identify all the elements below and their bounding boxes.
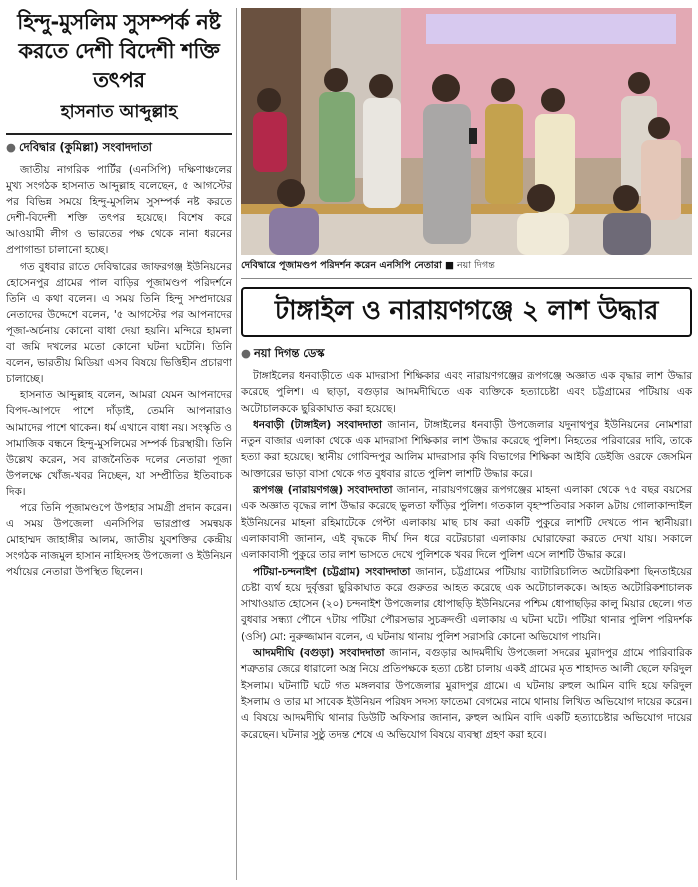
section-text: জানান, টাঙ্গাইলের ধনবাড়ী উপজেলার যদুনাথপুর ইউনিয়নের নোমশারা নতুন বাজার এলাকা থেকে এক মাদরাসা শিক্ষিকার লাশ উদ্ধার করেছে পুলিশ। নিহতের পরিবারের দাবি, তাকে হত্যা করা হয়েছে। স্থানীয় গোবিন্দপুর আলিম মাদরাসার কৃষি বিভাগের শিক্ষিকা আইবি ডেইজি ওরফে জেসমিন আক্তারের ভাড়া বাসা থেকে গত বুধবার রাতে পুলিশ লাশটি উদ্ধার করে। bbox=[241, 418, 692, 480]
section-lead: রূপগঞ্জ (নারায়ণগঞ্জ) সংবাদদাতা bbox=[253, 484, 393, 497]
right-article-headline: টাঙ্গাইল ও নারায়ণগঞ্জে ২ লাশ উদ্ধার bbox=[274, 296, 659, 326]
left-article-dateline-text: দেবিদ্বার (কুমিল্লা) সংবাদদাতা bbox=[18, 140, 152, 154]
right-article-desk bbox=[241, 345, 692, 364]
left-article-paragraph-3: হাসনাত আব্দুল্লাহ বলেন, আমরা যেমন আপনাদের বিপদ-আপদে পাশে দাঁড়াই, তেমনি আপনারাও আমাদের পাশে থাকেন। ধর্ম এখানে বাধা নয়। সংস্কৃতি ও সামাজিক বন্ধনে হিন্দু-মুসলিমের সম্পর্ক চিরস্থায়ী। তিনি উল্লেখ করেন, সব রাজনৈতিক দলের নেতারা পূজা উপলক্ষে খোঁজ-খবর নিচ্ছেন, যা সম্প্রীতির ইতিবাচক দিক। bbox=[6, 389, 232, 498]
bullet-icon: ● bbox=[6, 140, 16, 154]
section-lead: ধনবাড়ী (টাঙ্গাইল) সংবাদদাতা bbox=[253, 418, 382, 431]
right-column bbox=[241, 8, 692, 743]
bullet-icon: ● bbox=[241, 346, 251, 360]
left-article-paragraph-1: জাতীয় নাগরিক পার্টির (এনসিপি) দক্ষিণাঞ্চলের মুখ্য সংগঠক হাসনাত আব্দুল্লাহ বলেছেন, ৫ আগস্টের পর বিভিন্ন সময়ে হিন্দু-মুসলিম সুসম্পর্ক নষ্ট করতে দেশী-বিদেশী শক্তি তৎপর হয়েছে। বিশেষ করে আওয়ামী লীগ ও ভারতের পক্ষ থেকে নানা ধরনের প্রপাগান্ডা চালানো হচ্ছে। bbox=[6, 164, 232, 257]
photo-caption-text: দেবিদ্বারে পূজামণ্ডপ পরিদর্শন করেন এনসিপি নেতারা bbox=[241, 260, 442, 271]
left-article-paragraph-2: গত বুধবার রাতে দেবিদ্বারের জাফরগঞ্জ ইউনিয়নের হোসেনপুর গ্রামের পাল বাড়ির পূজামণ্ডপ পরিদর্শনে তিনি এ কথা বলেন। এ সময় তিনি হিন্দু সম্প্রদায়ের নেতাদের উদ্দেশে বলেন, '৫ আগস্টের পর আপনাদের পূজা-অর্চনায় কোনো বাধা দেয়া হয়নি। মন্দিরে হামলা বা জমি দখলের মতো কোনো ঘটনা ঘটেনি। তিনি বলেন, ভারতীয় মিডিয়া এসব বিষয়ে ভিত্তিহীন প্রচারণা চালাচ্ছে। bbox=[6, 260, 232, 386]
left-article bbox=[6, 4, 232, 882]
caption-separator-icon: ■ bbox=[444, 260, 457, 271]
section-text: জানান, বগুড়ার আদমদীঘি উপজেলা সদরের মুরাদপুর গ্রামে পারিবারিক শত্রুতার জেরে ধারালো অস্ত্র নিয়ে প্রতিপক্ষকে হত্যা চেষ্টা চালায় একই গ্রামের মৃত শাহাদত আলী ছেলে ফরিদুল ইসলাম। ঘটনাটি ঘটে গত মঙ্গলবার উপজেলার মুরাদপুর গ্রামে। এ ঘটনায় রুহুল আমিন বাদি হয়ে ফরিদুল ইসলাম ও তার মা সাবেক ইউনিয়ন পরিষদ সদস্য ফাতেমা বেগমের নামে থানায় লিখিত অভিযোগ দায়ের করেন। এ বিষয়ে আদমদীঘি থানার ডিউটি অফিসার জানান, রুহুল আমিন বাদি একটি হত্যাচেষ্টার অভিযোগ দায়ের করেছেন। ঘটনার সুষ্ঠু তদন্ত শেষে এ অভিযোগ বিষয়ে ব্যবস্থা গ্রহণ করা হবে। bbox=[241, 647, 692, 741]
section-lead: পটিয়া-চন্দনাইশ (চট্টগ্রাম) সংবাদদাতা bbox=[253, 565, 411, 578]
photo-caption bbox=[241, 259, 692, 279]
left-article-byline: হাসনাত আব্দুল্লাহ bbox=[60, 102, 178, 122]
left-article-divider bbox=[6, 133, 232, 135]
right-article-section-4 bbox=[241, 645, 692, 743]
section-lead: আদমদীঘি (বগুড়া) সংবাদদাতা bbox=[253, 647, 385, 660]
photo-illustration bbox=[241, 8, 692, 255]
right-article-headline-banner bbox=[241, 287, 692, 337]
left-article-headline: হিন্দু-মুসলিম সুসম্পর্ক নষ্ট করতে দেশী বিদেশী শক্তি তৎপর bbox=[17, 10, 221, 92]
left-article-paragraph-4: পরে তিনি পূজামণ্ডপে উপহার সামগ্রী প্রদান করেন। এ সময় উপজেলা এনসিপির ভারপ্রাপ্ত সমন্বয়ক মোহাম্মদ জাহাঙ্গীর আলম, জাতীয় যুবশক্তির কেন্দ্রীয় সংগঠক নাজমুল হাসান নাহিদসহ উপজেলা ও ইউনিয়ন পর্যায়ের নেতারা উপস্থিত ছিলেন। bbox=[6, 501, 232, 579]
photo-credit: নয়া দিগন্ত bbox=[456, 260, 495, 271]
right-article-section-2 bbox=[241, 482, 692, 563]
section-text: জানান, চট্টগ্রামের পটিয়ায় ব্যাটারিচালিত অটোরিকশা ছিনতাইয়ের চেষ্টা ব্যর্থ হয়ে দুর্বৃত্তরা ছুরিকাঘাত করে গুরুতর আহত করেছে এক অটোচালককে। আহত অটোরিকশাচালক সাখাওয়াত হোসেন (২০) চন্দনাইশ উপজেলার ধোপাছড়ি ইউনিয়নের পশ্চিম ধোপাছড়ির কালু মিয়ার ছেলে। গত বুধবার সন্ধ্যা পৌনে ৭টায় পটিয়া পৌরসভার সুচক্রদণ্ডী এলাকায় এ ঘটনা ঘটে। পটিয়া থানার পুলিশ পরিদর্শক (ওসি) মো: নুরুজ্জামান বলেন, এ ঘটনায় থানায় পুলিশ সরাসরি কোনো অভিযোগ পায়নি। bbox=[241, 565, 692, 643]
right-article-section-1 bbox=[241, 417, 692, 482]
left-article-dateline bbox=[6, 139, 232, 158]
right-article-section-3 bbox=[241, 564, 692, 645]
column-divider bbox=[236, 8, 237, 880]
right-article-desk-text: নয়া দিগন্ত ডেস্ক bbox=[253, 346, 325, 360]
section-text: জানান, নারায়ণগঞ্জের রূপগঞ্জের মাহনা এলাকা থেকে ৭৫ বছর বয়সের এক অজ্ঞাত বৃদ্ধের লাশ উদ্ধার করেছে ভুলতা ফাঁড়ির পুলিশ। গতকাল বৃহস্পতিবার সকাল ৯টায় গোলাকান্দাইল ইউনিয়নের মাহনা রহিমাটেকে গেপ্টা এলাকায় মাছ চাষ করা একটি পুকুরে লাশটি দেখতে পান স্থানীয়রা। এলাকাবাসী জানান, এই বৃদ্ধকে দীর্ঘ দিন ধরে বটেরচারা এলাকায় ঘোরাফেরা করতে দেখা যায়। সকালে এলাকাবাসী পুকুরে তার লাশ ভাসতে দেখে পুলিশকে খবর দিলে পুলিশ এসে লাশটি উদ্ধার করে। bbox=[241, 484, 692, 562]
event-photo bbox=[241, 8, 692, 255]
right-article-intro: টাঙ্গাইলের ধনবাড়ীতে এক মাদরাসা শিক্ষিকার এবং নারায়ণগঞ্জের রূপগঞ্জে অজ্ঞাত এক বৃদ্ধার লাশ উদ্ধার করেছে পুলিশ। এ ছাড়া, বগুড়ার আদমদীঘিতে এক ব্যক্তিকে হত্যাচেষ্টা এবং চট্টগ্রামের পটিয়ায় এক অটোচালককে ছুরিকাঘাত করা হয়েছে। bbox=[241, 370, 692, 415]
